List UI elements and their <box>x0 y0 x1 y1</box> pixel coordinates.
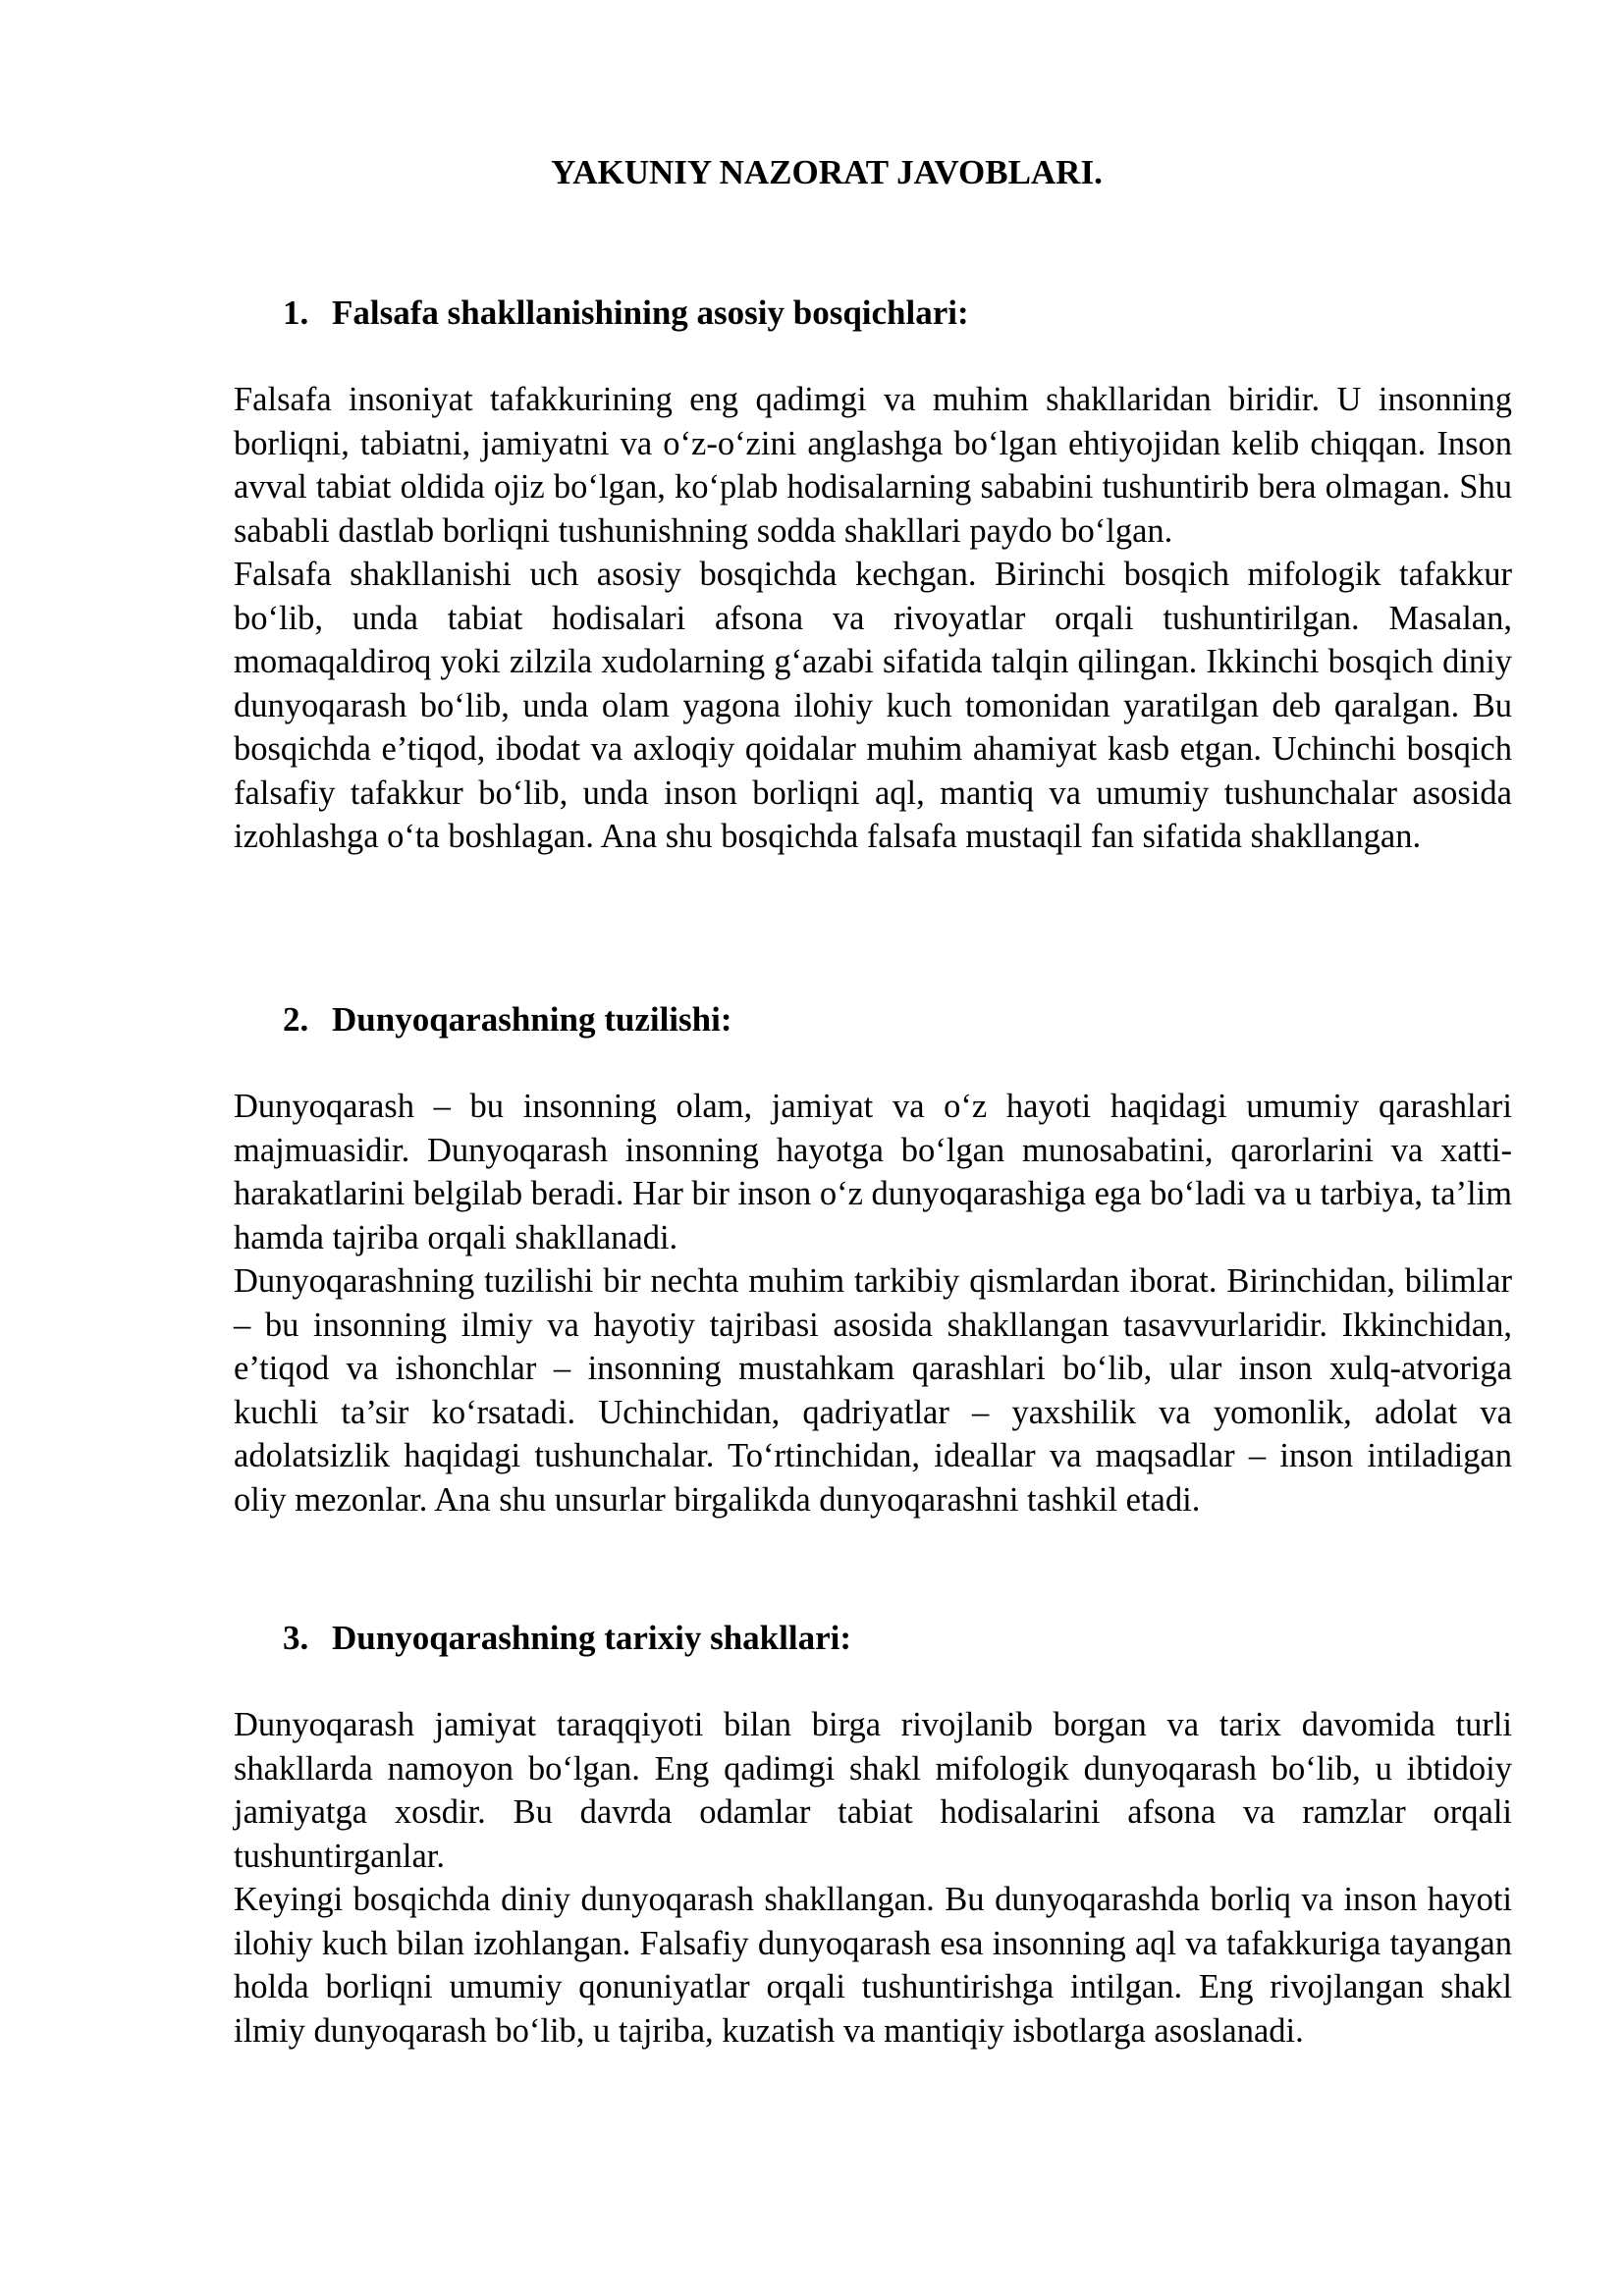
section-3-paragraph-2: Keyingi bosqichda diniy dunyoqarash shakllangan. Bu dunyoqarashda borliq va inson hayoti ilohiy kuch bilan izohlangan. Falsafiy dunyoqarash esa insonning aql va tafakkuriga tayangan holda borliqni umumiy qonuniyatlar orqali tushuntirishga intilgan. Eng rivojlangan shakl ilmiy dunyoqarash bo‘lib, u tajriba, kuzatish va mantiqiy isbotlarga asoslanadi. <box>234 1881 1512 2050</box>
section-1-body <box>234 378 1512 859</box>
section-2-heading <box>283 999 732 1041</box>
section-3-heading <box>283 1618 851 1659</box>
section-2-title: Dunyoqarashning tuzilishi: <box>332 1000 732 1039</box>
section-1-paragraph-2: Falsafa shakllanishi uch asosiy bosqichda kechgan. Birinchi bosqich mifologik tafakkur bo‘lib, unda tabiat hodisalari afsona va rivoyatlar orqali tushuntirilgan. Masalan, momaqaldiroq yoki zilzila xudolarning g‘azabi sifatida talqin qilingan. Ikkinchi bosqich diniy dunyoqarash bo‘lib, unda olam yagona ilohiy kuch tomonidan yaratilgan deb qaralgan. Bu bosqichda e’tiqod, ibodat va axloqiy qoidalar muhim ahamiyat kasb etgan. Uchinchi bosqich falsafiy tafakkur bo‘lib, unda inson borliqni aql, mantiq va umumiy tushunchalar asosida izohlashga o‘ta boshlagan. Ana shu bosqichda falsafa mustaqil fan sifatida shakllangan. <box>234 556 1512 855</box>
section-1-paragraph-1: Falsafa insoniyat tafakkurining eng qadimgi va muhim shakllaridan biridir. U insonning borliqni, tabiatni, jamiyatni va o‘z-o‘zini anglashga bo‘lgan ehtiyojidan kelib chiqqan. Inson avval tabiat oldida ojiz bo‘lgan, ko‘plab hodisalarning sababini tushuntirib bera olmagan. Shu sababli dastlab borliqni tushunishning sodda shakllari paydo bo‘lgan. <box>234 381 1512 550</box>
section-1-heading <box>283 293 969 334</box>
section-2-number: 2. <box>283 1000 309 1039</box>
section-1-title: Falsafa shakllanishining asosiy bosqichlari: <box>332 294 969 332</box>
section-3-body <box>234 1703 1512 2053</box>
section-3-number: 3. <box>283 1619 309 1657</box>
section-3-paragraph-1: Dunyoqarash jamiyat taraqqiyoti bilan birga rivojlanib borgan va tarix davomida turli shakllarda namoyon bo‘lgan. Eng qadimgi shakl mifologik dunyoqarash bo‘lib, u ibtidoiy jamiyatga xosdir. Bu davrda odamlar tabiat hodisalarini afsona va ramzlar orqali tushuntirganlar. <box>234 1706 1512 1875</box>
section-1-number: 1. <box>283 294 309 332</box>
section-2-body <box>234 1085 1512 1522</box>
section-3-title: Dunyoqarashning tarixiy shakllari: <box>332 1619 851 1657</box>
section-2-paragraph-2: Dunyoqarashning tuzilishi bir nechta muhim tarkibiy qismlardan iborat. Birinchidan, bilimlar – bu insonning ilmiy va hayotiy tajribasi asosida shakllangan tasavvurlaridir. Ikkinchidan, e’tiqod va ishonchlar – insonning mustahkam qarashlari bo‘lib, ular inson xulq-atvoriga kuchli ta’sir ko‘rsatadi. Uchinchidan, qadriyatlar – yaxshilik va yomonlik, adolat va adolatsizlik haqidagi tushunchalar. To‘rtinchidan, ideallar va maqsadlar – inson intiladigan oliy mezonlar. Ana shu unsurlar birgalikda dunyoqarashni tashkil etadi. <box>234 1262 1512 1519</box>
section-2-paragraph-1: Dunyoqarash – bu insonning olam, jamiyat va o‘z hayoti haqidagi umumiy qarashlari majmuasidir. Dunyoqarash insonning hayotga bo‘lgan munosabatini, qarorlarini va xatti-harakatlarini belgilab beradi. Har bir inson o‘z dunyoqarashiga ega bo‘ladi va u tarbiya, ta’lim hamda tajriba orqali shakllanadi. <box>234 1088 1512 1256</box>
document-title: YAKUNIY NAZORAT JAVOBLARI. <box>551 153 1103 191</box>
